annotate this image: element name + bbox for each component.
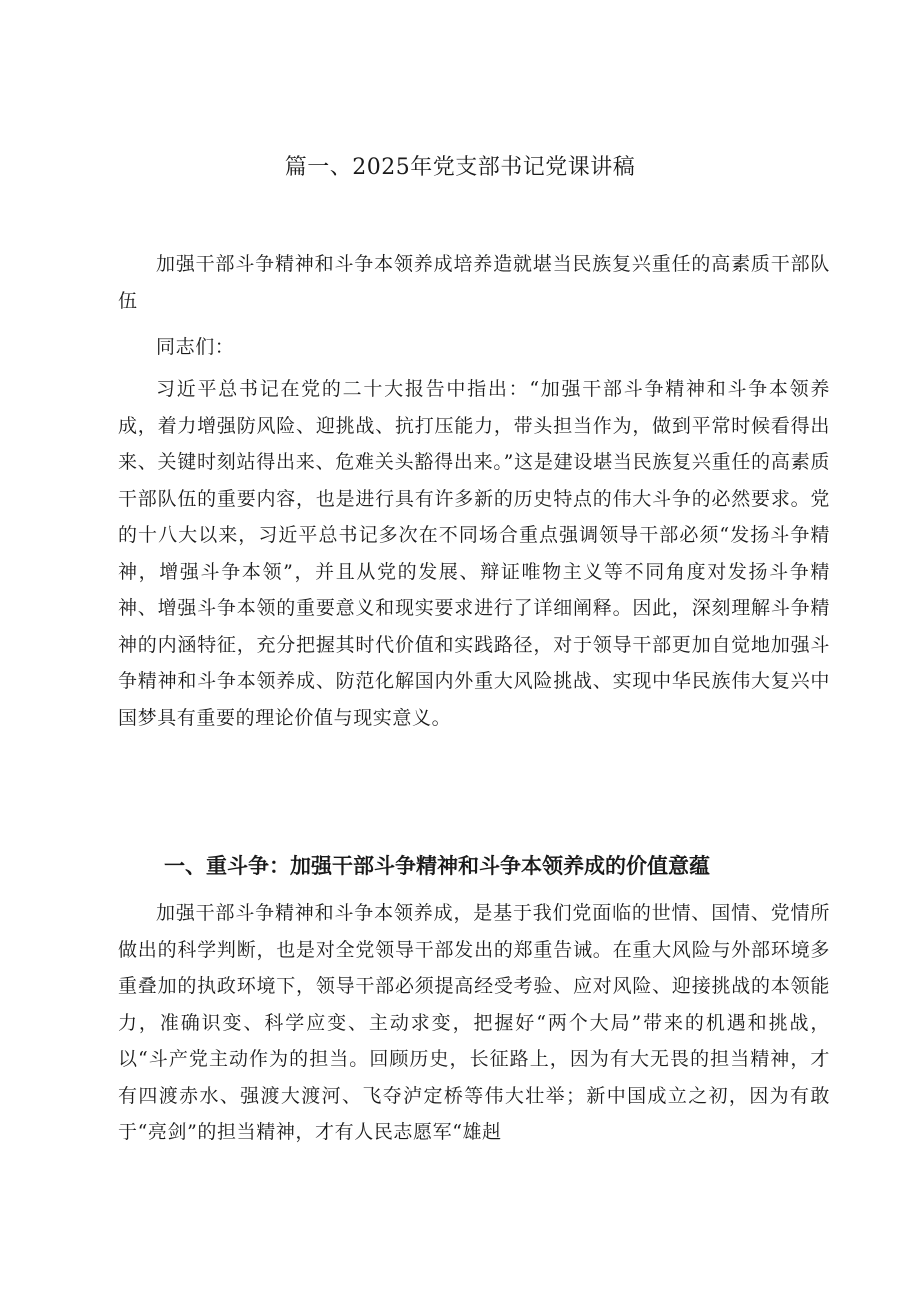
intro-block	[118, 371, 830, 736]
document-title: 篇一、2025年党支部书记党课讲稿	[284, 155, 636, 180]
greeting: 同志们：	[156, 336, 235, 358]
section-paragraph: 加强干部斗争精神和斗争本领养成，是基于我们党面临的世情、国情、党情所做出的科学判断，也是对全党领导干部发出的郑重告诫。在重大风险与外部环境多重叠加的执政环境下，领导干部必须提高经受考验、应对风险、迎接挑战的本领能力，准确识变、科学应变、主动求变，把握好“两个大局”带来的机遇和挑战，以“斗产党主动作为的担当。回顾历史，长征路上，因为有大无畏的担当精神，才有四渡赤水、强渡大渡河、飞夺泸定桥等伟大壮举；新中国成立之初，因为有敢于“亮剑”的担当精神，才有人民志愿军“雄赳	[118, 902, 830, 1143]
lecture-subtitle: 加强干部斗争精神和斗争本领养成培养造就堪当民族复兴重任的高素质干部队伍	[118, 253, 830, 312]
intro-paragraph: 习近平总书记在党的二十大报告中指出：“加强干部斗争精神和斗争本领养成，着力增强防风险、迎挑战、抗打压能力，带头担当作为，做到平常时候看得出来、关键时刻站得出来、危难关头豁得出来。”这是建设堪当民族复兴重任的高素质干部队伍的重要内容，也是进行具有许多新的历史特点的伟大斗争的必然要求。党的十八大以来，习近平总书记多次在不同场合重点强调领导干部必须“发扬斗争精神，增强斗争本领”，并且从党的发展、辩证唯物主义等不同角度对发扬斗争精神、增强斗争本领的重要意义和现实要求进行了详细阐释。因此，深刻理解斗争精神的内涵特征，充分把握其时代价值和实践路径，对于领导干部更加自觉地加强斗争精神和斗争本领养成、防范化解国内外重大风险挑战、实现中华民族伟大复兴中国梦具有重要的理论价值与现实意义。	[118, 378, 830, 729]
greeting-block	[118, 329, 830, 366]
lecture-subtitle-block	[118, 246, 830, 319]
section-body-block	[118, 895, 830, 1151]
section-heading: 一、重斗争：加强干部斗争精神和斗争本领养成的价值意蕴	[164, 854, 710, 878]
